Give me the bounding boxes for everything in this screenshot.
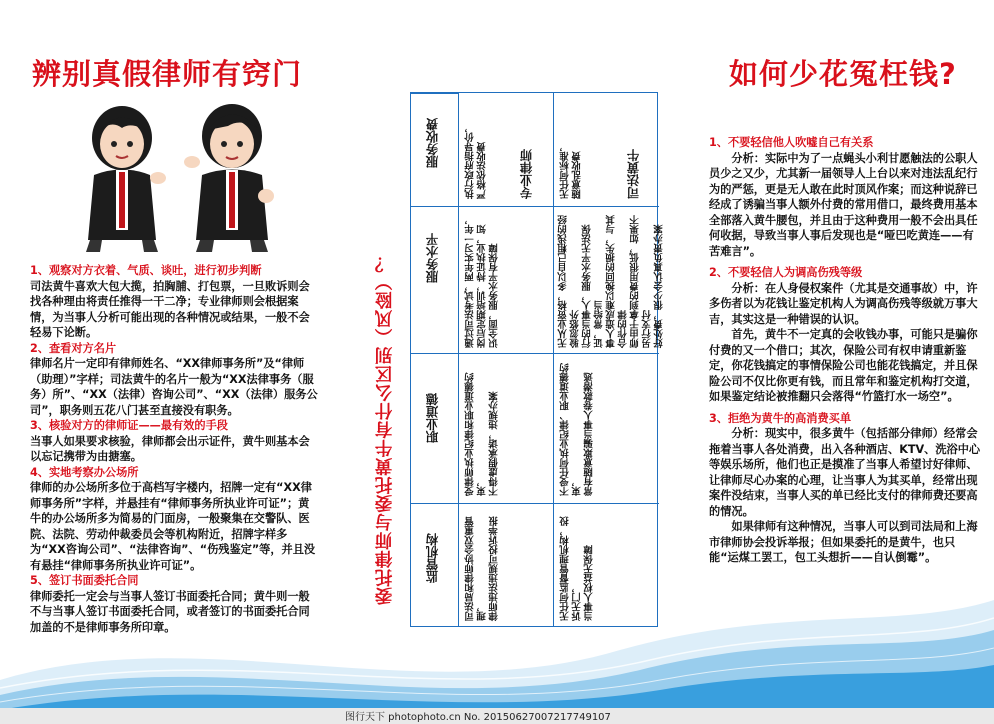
middle-title: 委托律师与委托黄牛有什么区别（风险）？ <box>375 253 395 605</box>
comparison-table <box>410 92 665 627</box>
section-heading: 3、拒绝为黄牛的高消费买单 <box>709 411 852 425</box>
right-sections <box>709 135 983 566</box>
section-body: 律师的办公场所多位于高档写字楼内，招牌一定有“XX律师事务所”字样，并悬挂有“律师事务所执业许可证”；黄牛的办公场所多为简易的门面房，一般聚集在交警队、医院、法院、劳动仲裁委员会等机构附近，招牌字样多为“XX咨询公司”、“法律咨询”、“伤残鉴定”等，并且没有悬挂“律师事务所执业许可证”。 <box>30 481 316 572</box>
right-title: 如何少花冤枉钱? <box>729 57 957 91</box>
cell-scalper-fee: 无任何标准， 随意乱收费 <box>560 142 583 199</box>
row-label-supervision: 监管机构 <box>425 533 440 583</box>
row-label-fee: 服务收费 <box>425 118 440 168</box>
cell-lawyer-service: 通过司法考试，两年实习一年， 岗后定期培训，持证执业，知 识全面，服务水平有保障 <box>465 215 500 348</box>
section-heading: 2、不要轻信人为调高伤残等级 <box>709 266 863 279</box>
left-title: 辨别真假律师有窍门 <box>32 57 303 91</box>
section-heading: 1、不要轻信他人吹嘘自己有关系 <box>709 136 874 149</box>
cell-scalper-service: 无从业资格，多以自己粗浅的经验忽悠外 行的当事人，服务水平无法保证，常给当 事人造成难以挽回的损失，与其合作的律 师由于拿到的费用很低，如果不另行支付 好处费，很少会认真负责办案 <box>558 215 665 348</box>
cell-lawyer-fee: 执行政府指导价， 严格依法收费 <box>465 123 488 199</box>
section-body-continued: 如果律师有这种情况，当事人可以到司法局和上海市律师协会投诉举报；但如果委托的是黄牛，也只能“运煤工罢工，包工头想折——自认倒霉”。 <box>709 520 978 564</box>
table-col-labels <box>411 93 459 626</box>
section-heading: 3、核验对方的律师证——最有效的手段 <box>30 419 228 432</box>
section-heading: 1、观察对方衣着、气质、谈吐，进行初步判断 <box>30 264 262 277</box>
cell-lawyer-ethics: 受律师执业纪律和职业道德约束， 不得虚假承诺，违规办案 <box>465 372 500 496</box>
watermark-text: 图行天下 photophoto.cn No. 20150627007217749107 <box>345 712 611 723</box>
section-body: 律师名片一定印有律师姓名、“XX律师事务所”及“律师（助理）”字样；司法黄牛的名片一般为“XX法律事务（服务）所”、“XX（法律）咨询公司”、“XX（法律）服务公司”，职务则五花八门甚至直接没有职务。 <box>30 357 318 417</box>
table-header-scalper: 司法黄牛 <box>626 149 641 199</box>
left-section-1 <box>30 263 320 341</box>
cell-scalper-supervision: 无任何监督管理机构，投诉无门， 当事人权益无保障 <box>560 516 595 621</box>
section-heading: 5、签订书面委托合同 <box>30 574 139 587</box>
section-body: 当事人如果要求核验，律师都会出示证件，黄牛则基本会以忘记携带为由搪塞。 <box>30 434 310 463</box>
section-heading: 4、实地考察办公场所 <box>30 465 139 479</box>
section-heading: 2、查看对方名片 <box>30 341 117 355</box>
right-section-1 <box>709 135 983 259</box>
table-col-lawyer <box>459 93 554 626</box>
section-body: 分析：在人身侵权案件（尤其是交通事故）中，许多伤者以为花钱让鉴定机构人为调高伤残等级就万事大吉，其实这是一种错误的认识。 <box>709 281 978 326</box>
row-label-ethics: 职业道德 <box>425 393 440 443</box>
right-section-3 <box>709 411 983 566</box>
cell-lawyer-supervision: 司法局和律师协会双重管理， 律师违法违规可投诉举报 <box>465 516 500 621</box>
lawyer-cartoon-illustration <box>60 100 300 255</box>
section-body: 分析：现实中，很多黄牛（包括部分律师）经常会拖着当事人各处消费，出入各种酒店、KTV、洗浴中心等娱乐场所，他们也正是摸准了当事人希望讨好律师、让律师尽心办案的心理，让当事人为其买单，经常出现案件没结束，当事人买的单已经比支付的律师费还要高的情况。 <box>709 427 981 518</box>
left-section-3 <box>30 418 320 465</box>
right-section-2 <box>709 265 983 405</box>
section-body-continued: 首先，黄牛不一定真的会收钱办事，可能只是骗你付费的又一个借口；其次，保险公司有权申请重新鉴定，你花钱搞定的事情保险公司也能花钱搞定，并且保险公司不仅比你更有钱，而且常年和鉴定机构打交道，如果鉴定结论被推翻只会落得“竹篮打水一场空”。 <box>709 328 978 403</box>
section-body: 司法黄牛喜欢大包大揽，拍胸脯、打包票，一旦败诉则会找各种理由将责任推得一干二净；专业律师则会根据案情，为当事人分析可能出现的各种情况或结果，一般不会轻易下论断。 <box>30 279 310 339</box>
left-section-2 <box>30 341 320 419</box>
row-label-service: 服务水平 <box>425 233 440 283</box>
table-header-lawyer: 专业律师 <box>519 149 534 199</box>
cell-scalper-ethics: 不受任何执业纪律、职业道德约束， 常有随意欺骗当事人卷款潜逃 <box>560 363 595 496</box>
blue-wave-decoration <box>0 560 994 724</box>
left-section-4 <box>30 465 320 574</box>
section-body: 律师委托一定会与当事人签订书面委托合同；黄牛则一般不与当事人签订书面委托合同，或者签订的书面委托合同加盖的不是律师事务所印章。 <box>30 589 310 634</box>
table-col-scalper <box>554 93 665 626</box>
section-body: 分析：实际中为了一点蝇头小利甘愿触法的公职人员少之又少，尤其新一届领导人上台以来对违法乱纪行为的严惩，更是无人敢在此时顶风作案；而这种说辞已经成了诱骗当事人额外付费的常用借口，最终费用基本全部落入黄牛腰包，并且由于这种费用一般不会出具任何收据，导致当事人事后发现也是“哑巴吃黄连——有苦难言”。 <box>709 151 978 258</box>
